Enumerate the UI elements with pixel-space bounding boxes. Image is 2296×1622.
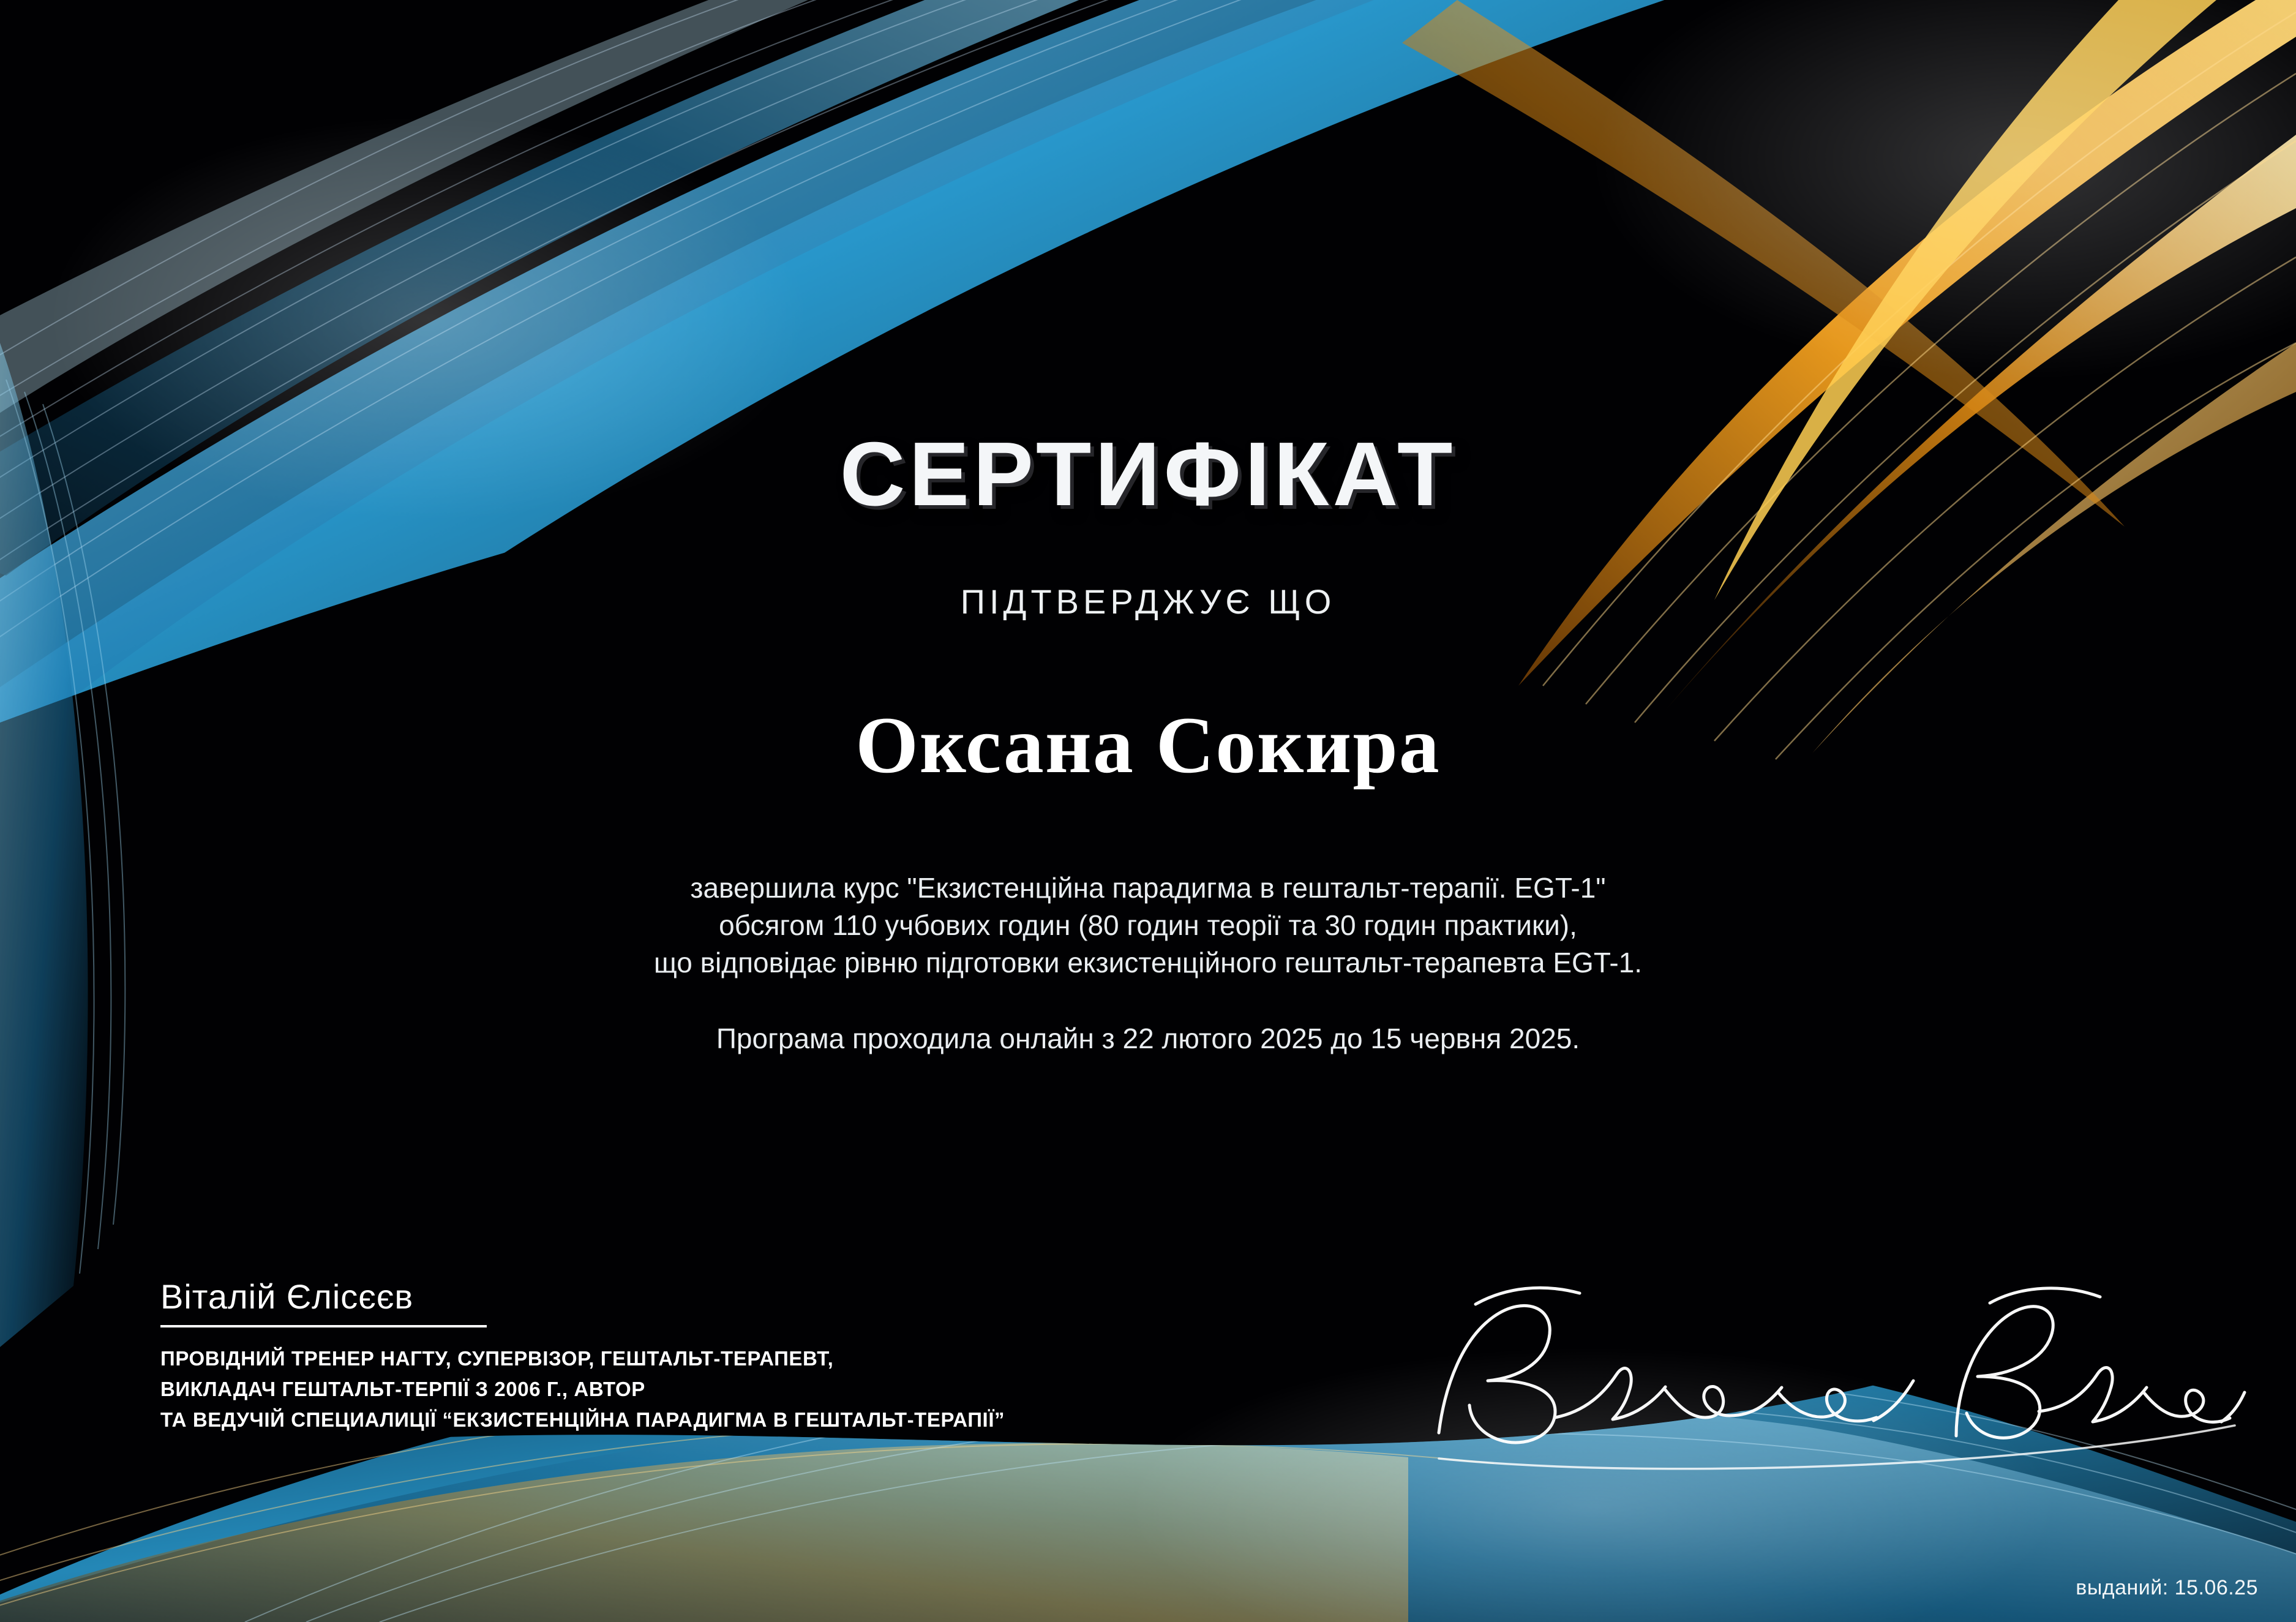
certificate-subtitle: ПІДТВЕРДЖУЄ ЩО: [960, 582, 1336, 621]
body-line-1: завершила курс "Екзистенційна парадигма в гештальт-терапії. EGT-1": [690, 872, 1606, 904]
recipient-name: Оксана Сокира: [855, 700, 1441, 790]
signer-title-line-3: ТА ВЕДУЧІЙ СПЕЦИАЛИЦІЇ “ЕКЗИСТЕНЦІЙНА ПАРАДИГМА В ГЕШТАЛЬТ-ТЕРАПІЇ”: [160, 1408, 1005, 1432]
certificate-body: [0, 869, 2296, 1057]
program-period-line: Програма проходила онлайн з 22 лютого 2025 до 15 червня 2025.: [716, 1022, 1580, 1054]
issued-date: выданий: 15.06.25: [2076, 1576, 2258, 1599]
body-line-3: що відповідає рівню підготовки екзистенційного гештальт-терапевта EGT-1.: [653, 947, 1643, 979]
signer-title-line-1: ПРОВІДНИЙ ТРЕНЕР НАГТУ, СУПЕРВІЗОР, ГЕШТАЛЬТ-ТЕРАПЕВТ,: [160, 1347, 834, 1370]
certificate-title: СЕРТИФІКАТ: [839, 424, 1457, 525]
handwritten-signature-icon: [1402, 1280, 2247, 1482]
body-line-2: обсягом 110 учбових годин (80 годин теорії та 30 годин практики),: [719, 909, 1577, 942]
signer-name: Віталій Єлісєєв: [160, 1277, 487, 1327]
signer-block: [160, 1277, 1324, 1435]
body-spacer: [0, 982, 2296, 1020]
signer-title-line-2: ВИКЛАДАЧ ГЕШТАЛЬТ-ТЕРПІЇ З 2006 Г., АВТОР: [160, 1378, 645, 1401]
signer-titles: [160, 1343, 1324, 1435]
